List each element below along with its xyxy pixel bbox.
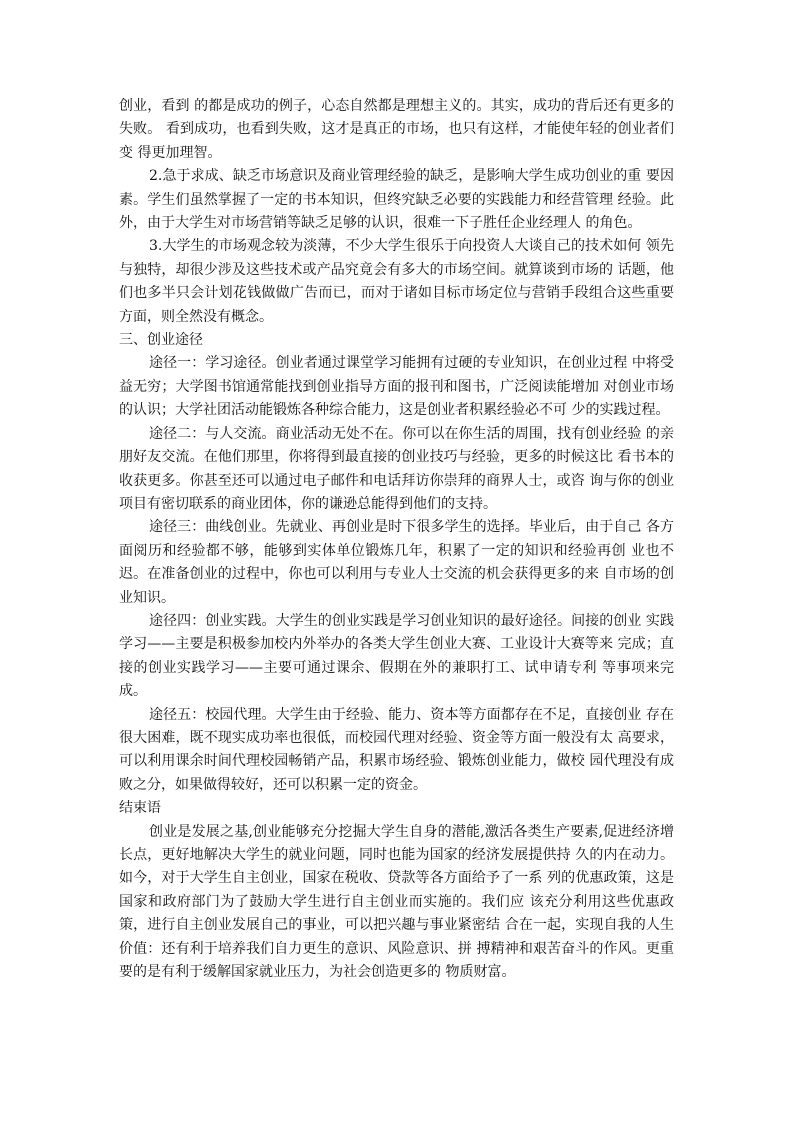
- paragraph-path-5: 途径五：校园代理。大学生由于经验、能力、资本等方面都存在不足，直接创业 存在很大困难，既不现实成功率也很低，而校园代理对经验、资金等方面一般没有太 高要求，可以利用课余时间代理校园畅销产品，积累市场经验、锻炼创业能力，做校 园代理没有成败之分，如果做得较好，还可以积累一定的资金。: [119, 706, 674, 793]
- paragraph-3: 3.大学生的市场观念较为淡薄，不少大学生很乐于向投资人大谈自己的技术如何 领先与独特，却很少涉及这些技术或产品究竟会有多大的市场空间。就算谈到市场的 话题，他们也多半只会计划花钱做做广告而已，而对于诸如目标市场定位与营销手段组合这些重要方面，则全然没有概念。: [119, 238, 674, 325]
- paragraph-path-4: 途径四：创业实践。大学生的创业实践是学习创业知识的最好途径。间接的创业 实践学习——主要是积极参加校内外举办的各类大学生创业大赛、工业设计大赛等来 完成；直接的创业实践学习——主要可通过课余、假期在外的兼职打工、试申请专利 等事项来完成。: [119, 612, 674, 700]
- document-page: [119, 95, 674, 984]
- conclusion-heading: 结束语: [119, 800, 161, 817]
- paragraph-path-2: 途径二：与人交流。商业活动无处不在。你可以在你生活的周围，找有创业经验 的亲朋好友交流。在他们那里，你将得到最直接的创业技巧与经验，更多的时候这比 看书本的收获更多。你甚至还可以通过电子邮件和电话拜访你崇拜的商界人士，或咨 询与你的创业项目有密切联系的商业团体，你的谦逊总能得到他们的支持。: [119, 425, 674, 512]
- paragraph-conclusion: 创业是发展之基,创业能够充分挖掘大学生自身的潜能,激活各类生产要素,促进经济增长点，更好地解决大学生的就业问题，同时也能为国家的经济发展提供持 久的内在动力。如今，对于大学生自主创业，国家在税收、贷款等各方面给予了一系 列的优惠政策，这是国家和政府部门为了鼓励大学生进行自主创业而实施的。我们应 该充分利用这些优惠政策，进行自主创业发展自己的事业，可以把兴趣与事业紧密结 合在一起，实现自我的人生价值：还有利于培养我们自力更生的意识、风险意识、拼 搏精神和艰苦奋斗的作风。更重要的是有利于缓解国家就业压力，为社会创造更多的 物质财富。: [119, 823, 674, 981]
- paragraph-2: 2.急于求成、缺乏市场意识及商业管理经验的缺乏，是影响大学生成功创业的重 要因素。学生们虽然掌握了一定的书本知识，但终究缺乏必要的实践能力和经营管理 经验。此外，由于大学生对市场营销等缺乏足够的认识，很难一下子胜任企业经理人 的角色。: [119, 168, 674, 232]
- section-heading-3: 三、创业途径: [119, 332, 203, 349]
- paragraph-path-3: 途径三：曲线创业。先就业、再创业是时下很多学生的选择。毕业后，由于自己 各方面阅历和经验都不够，能够到实体单位锻炼几年，积累了一定的知识和经验再创 业也不迟。在准备创业的过程中，你也可以利用与专业人士交流的机会获得更多的来 自市场的创业知识。: [119, 519, 674, 606]
- paragraph-path-1: 途径一：学习途径。创业者通过课堂学习能拥有过硬的专业知识，在创业过程 中将受益无穷；大学图书馆通常能找到创业指导方面的报刊和图书，广泛阅读能增加 对创业市场的认识；大学社团活动能锻炼各种综合能力，这是创业者积累经验必不可 少的实践过程。: [119, 355, 674, 419]
- paragraph-1: 创业，看到 的都是成功的例子，心态自然都是理想主义的。其实，成功的背后还有更多的失败。 看到成功，也看到失败，这才是真正的市场，也只有这样，才能使年轻的创业者们变 得更加理智。: [119, 98, 674, 161]
